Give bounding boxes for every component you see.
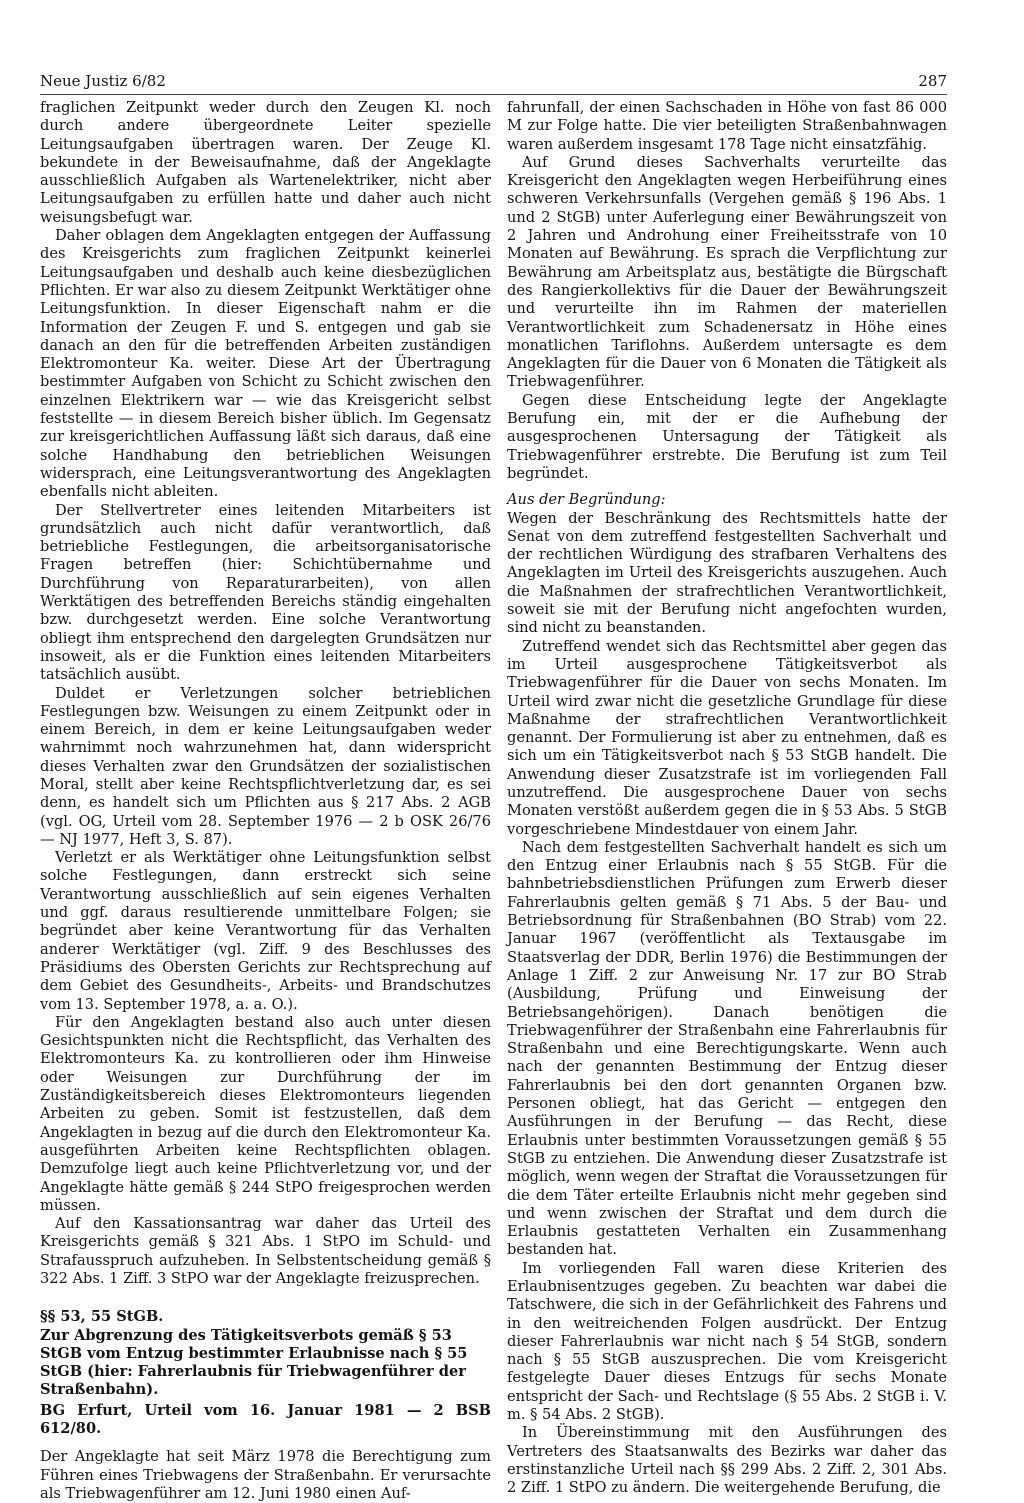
paragraph: Duldet er Verletzungen solcher betrieblichen Festlegungen bzw. Weisungen zu einem Zeitpunkt oder in einem Bereich, in dem er keine Leitungsaufgaben weder wahrnimmt noch wahrzunehmen hat, dann widerspricht dieses Verhalten zwar den Grundsätzen der sozialistischen Moral, stellt aber keine Rechtspflichtverletzung dar, es sei denn, es handelt sich um Pflichten aus § 217 Abs. 2 AGB (vgl. OG, Urteil vom 28. September 1976 — 2 b OSK 26/76 — NJ 1977, Heft 3, S. 87). xyxy=(40,684,491,848)
paragraph: Daher oblagen dem Angeklagten entgegen der Auffassung des Kreisgerichts zum fraglichen Zeitpunkt keinerlei Leitungsaufgaben und deshalb auch keine diesbezüglichen Pflichten. Er war also zu diesem Zeitpunkt Werktätiger ohne Leitungsfunktion. In dieser Eigenschaft nahm er die Information der Zeugen F. und S. entgegen und gab sie danach an den für die betreffenden Arbeiten zuständigen Elektromonteur Ka. weiter. Diese Art der Übertragung bestimmter Aufgaben von Schicht zu Schicht zwischen den einzelnen Elektrikern war — wie das Kreisgericht selbst feststellte — in diesem Bereich bisher üblich. Im Gegensatz zur kreisgerichtlichen Auffassung läßt sich daraus, daß eine solche Handhabung den betrieblichen Weisungen widersprach, eine Leitungsverantwortung des Angeklagten ebenfalls nicht ableiten. xyxy=(40,227,491,501)
reasons-heading: Aus der Begründung: xyxy=(507,491,666,509)
page-header xyxy=(40,68,947,95)
case-court: BG Erfurt, Urteil vom 16. Januar 1981 — 2 BSB 612/80. xyxy=(40,1401,491,1438)
spacer xyxy=(40,1288,491,1306)
paragraph: Der Angeklagte hat seit März 1978 die Berechtigung zum Führen eines Triebwagens der Straßenbahn. Er verursachte als Triebwagenführer am 12. Juni 1980 einen Auf- xyxy=(40,1448,491,1502)
spacer xyxy=(40,1438,491,1448)
paragraph: Wegen der Beschränkung des Rechtsmittels hatte der Senat von dem zutreffend festgestellten Sachverhalt und der rechtlichen Würdigung des strafbaren Verhaltens des Angeklagten im Urteil des Kreisgerichts auszugehen. Auch die Maßnahmen der strafrechtlichen Verantwortlichkeit, soweit sie mit der Berufung nicht angefochten wurden, sind nicht zu beanstanden. xyxy=(507,509,947,637)
paragraph: fraglichen Zeitpunkt weder durch den Zeugen Kl. noch durch andere übergeordnete Leiter spezielle Leitungsaufgaben übertragen waren. Der Zeuge Kl. bekundete in der Beweisaufnahme, daß der Angeklagte ausschließlich Aufgaben als Wartenelektriker, nicht aber Leitungsaufgaben zu erfüllen hatte und daher auch nicht weisungsbefugt war. xyxy=(40,99,491,226)
right-column xyxy=(507,99,947,1498)
left-column xyxy=(40,99,491,1503)
paragraph: Zutreffend wendet sich das Rechtsmittel aber gegen das im Urteil ausgesprochene Tätigkeitsverbot als Triebwagenführer für die Dauer von sechs Monaten. Im Urteil wird zwar nicht die gesetzliche Grundlage für diese Maßnahme der strafrechtlichen Verantwortlichkeit genannt. Der Formulierung ist aber zu entnehmen, daß es sich um ein Tätigkeitsverbot nach § 53 StGB handelt. Die Anwendung dieser Zusatzstrafe ist im vorliegenden Fall unzutreffend. Die ausgesprochene Dauer von sechs Monaten verstößt außerdem gegen die in § 53 Abs. 5 StGB vorgeschriebene Mindestdauer von einem Jahr. xyxy=(507,637,947,838)
paragraph: Der Stellvertreter eines leitenden Mitarbeiters ist grundsätzlich auch nicht dafür verantwortlich, daß betriebliche Festlegungen, die arbeitsorganisatorische Fragen betreffen (hier: Schichtübernahme und Durchführung von Reparaturarbeiten), von allen Werktätigen des betreffenden Bereichs ständig eingehalten bzw. durchgesetzt werden. Eine solche Verantwortung obliegt ihm entsprechend den dargelegten Grundsätzen nur insoweit, als er die Funktion eines leitenden Mitarbeiters tatsächlich ausübt. xyxy=(40,501,491,684)
paragraph: Verletzt er als Werktätiger ohne Leitungsfunktion selbst solche Festlegungen, dann erstreckt sich seine Verantwortung ausschließlich auf sein eigenes Verhalten und ggf. daraus resultierende unmittelbare Folgen; sie begründet aber keine Verantwortung für das Verhalten anderer Werktätiger (vgl. Ziff. 9 des Beschlusses des Präsidiums des Obersten Gerichts zur Rechtsprechung auf dem Gebiet des Gesundheits-, Arbeits- und Brandschutzes vom 13. September 1978, a. a. O.). xyxy=(40,849,491,1013)
paragraph: Im vorliegenden Fall waren diese Kriterien des Erlaubnisentzuges gegeben. Zu beachten war dabei die Tatschwere, die sich in der Gefährlichkeit des Fahrens und in den weitreichenden Folgen ausdrückt. Der Entzug dieser Fahrerlaubnis war nicht nach § 54 StGB, sondern nach § 55 StGB auszusprechen. Die vom Kreisgericht festgelegte Dauer dieses Entzugs für sechs Monate entspricht der Sach- und Rechtslage (§ 55 Abs. 2 StGB i. V. m. § 54 Abs. 2 StGB). xyxy=(507,1259,947,1424)
paragraph: Für den Angeklagten bestand also auch unter diesen Gesichtspunkten nicht die Rechtspflicht, das Verhalten des Elektromonteurs Ka. zu kontrollieren oder ihm Hinweise oder Weisungen zur Durchführung der im Zuständigkeitsbereich dieses Elektromonteurs liegenden Arbeiten zu geben. Somit ist festzustellen, daß dem Angeklagten in bezug auf die durch den Elektromonteur Ka. ausgeführten Arbeiten keine Rechtspflichten oblagen. Demzufolge liegt auch keine Pflichtverletzung vor, und der Angeklagte hätte gemäß § 244 StPO freigesprochen werden müssen. xyxy=(40,1013,491,1214)
page-number: 287 xyxy=(918,72,947,90)
case-heading: Zur Abgrenzung des Tätigkeitsverbots gemäß § 53 StGB vom Entzug bestimmter Erlaubnisse nach § 55 StGB (hier: Fahrerlaubnis für Triebwagenführer der Straßenbahn). xyxy=(40,1326,468,1399)
paragraph: Auf Grund dieses Sachverhalts verurteilte das Kreisgericht den Angeklagten wegen Herbeiführung eines schweren Verkehrsunfalls (Vergehen gemäß § 196 Abs. 1 und 2 StGB) unter Auferlegung einer Bewährungszeit von 2 Jahren und Androhung einer Freiheitsstrafe von 10 Monaten auf Bewährung. Es sprach die Verpflichtung zur Bewährung am Arbeitsplatz aus, bestätigte die Bürgschaft des Rangierkollektivs für die Dauer der Bewährungszeit und verurteilte ihn im Rahmen der materiellen Verantwortlichkeit zum Schadenersatz in Höhe eines monatlichen Tariflohns. Außerdem untersagte es dem Angeklagten für die Dauer von 6 Monaten die Tätigkeit als Triebwagenführer. xyxy=(507,153,947,391)
paragraph: Auf den Kassationsantrag war daher das Urteil des Kreisgerichts gemäß § 321 Abs. 1 StPO im Schuld- und Strafausspruch aufzuheben. In Selbstentscheidung gemäß § 322 Abs. 1 Ziff. 3 StPO war der Angeklagte freizusprechen. xyxy=(40,1215,491,1287)
paragraph: Nach dem festgestellten Sachverhalt handelt es sich um den Entzug einer Erlaubnis nach § 55 StGB. Für die bahnbetriebsdienstlichen Prüfungen zum Erwerb dieser Fahrerlaubnis gelten gemäß § 71 Abs. 5 der Bau- und Betriebsordnung für Straßenbahnen (BO Strab) vom 22. Januar 1967 (veröffentlicht als Textausgabe im Staatsverlag der DDR, Berlin 1976) die Bestimmungen der Anlage 1 Ziff. 2 zur Anweisung Nr. 17 zur BO Strab (Ausbildung, Prüfung und Einweisung der Betriebsangehörigen). Danach benötigen die Triebwagenführer der Straßenbahn eine Fahrerlaubnis für Straßenbahn und eine Berechtigungskarte. Wenn auch nach der genannten Bestimmung der Entzug dieser Fahrerlaubnis bei den dort genannten Organen bzw. Personen obliegt, hat das Gericht — entgegen den Ausführungen in der Berufung — das Recht, diese Erlaubnis unter bestimmten Voraussetzungen gemäß § 55 StGB zu entziehen. Die Anwendung dieser Zusatzstrafe ist möglich, wenn wegen der Straftat die Voraussetzungen für die dem Täter erteilte Erlaubnis nicht mehr gegeben sind und wenn zwischen der Straftat und dem durch die Erlaubnis gestatteten Verhalten ein Zusammenhang bestanden hat. xyxy=(507,838,947,1259)
paragraph: fahrunfall, der einen Sachschaden in Höhe von fast 86 000 M zur Folge hatte. Die vier beteiligten Straßenbahnwagen waren außerdem insgesamt 178 Tage nicht einsatzfähig. xyxy=(507,99,947,153)
paragraph: In Übereinstimmung mit den Ausführungen des Vertreters des Staatsanwalts des Bezirks war daher das erstinstanzliche Urteil nach §§ 299 Abs. 2 Ziff. 2, 301 Abs. 2 Ziff. 1 StPO zu ändern. Die weitergehende Berufung, die xyxy=(507,1424,947,1497)
journal-title: Neue Justiz 6/82 xyxy=(40,72,166,90)
paragraph: Gegen diese Entscheidung legte der Angeklagte Berufung ein, mit der er die Aufhebung der ausgesprochenen Untersagung der Tätigkeit als Triebwagenführer erstrebte. Die Berufung ist zum Teil begründet. xyxy=(507,391,947,482)
case-reference: §§ 53, 55 StGB. xyxy=(40,1308,164,1326)
